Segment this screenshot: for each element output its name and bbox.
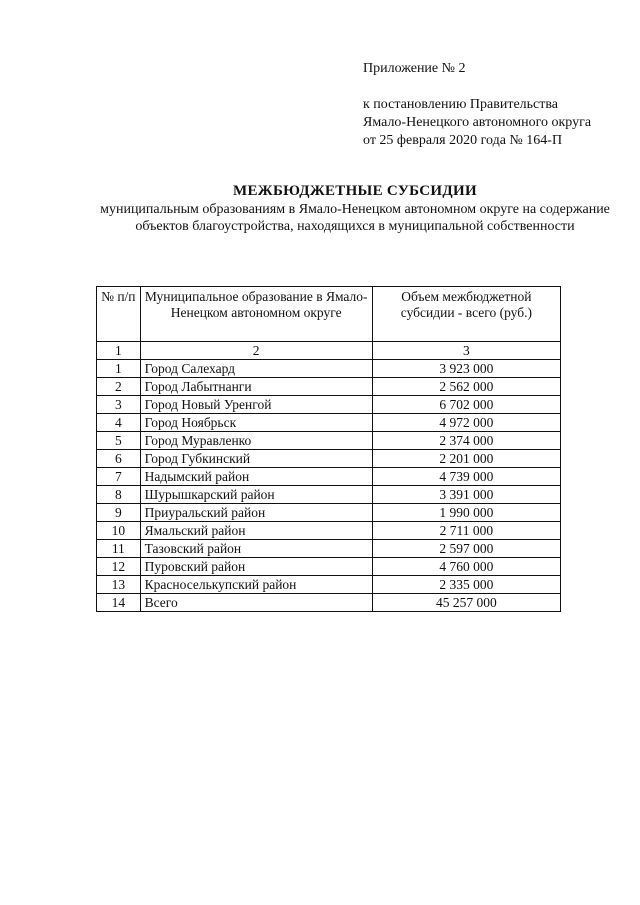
row-number: 13 bbox=[97, 576, 141, 594]
column-number: 1 bbox=[97, 342, 141, 360]
row-amount: 2 597 000 bbox=[372, 540, 560, 558]
row-number: 11 bbox=[97, 540, 141, 558]
row-municipality: Город Губкинский bbox=[140, 450, 372, 468]
row-municipality: Город Новый Уренгой bbox=[140, 396, 372, 414]
table-row bbox=[97, 558, 561, 576]
row-amount: 2 562 000 bbox=[372, 378, 560, 396]
table-row bbox=[97, 432, 561, 450]
row-number: 5 bbox=[97, 432, 141, 450]
row-amount: 4 972 000 bbox=[372, 414, 560, 432]
appendix-line-1: к постановлению Правительства bbox=[363, 97, 559, 112]
row-amount: 2 711 000 bbox=[372, 522, 560, 540]
table-row bbox=[97, 378, 561, 396]
row-amount: 3 923 000 bbox=[372, 360, 560, 378]
table-row bbox=[97, 360, 561, 378]
row-number: 1 bbox=[97, 360, 141, 378]
header-num: № п/п bbox=[97, 287, 141, 342]
subsidies-table bbox=[96, 286, 561, 612]
document-title: МЕЖБЮДЖЕТНЫЕ СУБСИДИИ bbox=[233, 183, 477, 199]
appendix-header bbox=[363, 60, 623, 150]
row-amount: 4 739 000 bbox=[372, 468, 560, 486]
row-municipality: Тазовский район bbox=[140, 540, 372, 558]
row-amount: 4 760 000 bbox=[372, 558, 560, 576]
table-row bbox=[97, 576, 561, 594]
row-number: 12 bbox=[97, 558, 141, 576]
row-number: 2 bbox=[97, 378, 141, 396]
table-row bbox=[97, 396, 561, 414]
row-municipality: Всего bbox=[140, 594, 372, 612]
row-number: 3 bbox=[97, 396, 141, 414]
table-body bbox=[97, 342, 561, 612]
row-municipality: Город Муравленко bbox=[140, 432, 372, 450]
column-number: 3 bbox=[372, 342, 560, 360]
table-row bbox=[97, 486, 561, 504]
document-title-block bbox=[90, 183, 620, 235]
row-municipality: Город Ноябрьск bbox=[140, 414, 372, 432]
header-name: Муниципальное образование в Ямало-Ненецком автономном округе bbox=[140, 287, 372, 342]
row-amount: 2 335 000 bbox=[372, 576, 560, 594]
row-amount: 2 374 000 bbox=[372, 432, 560, 450]
table-row bbox=[97, 468, 561, 486]
row-number: 14 bbox=[97, 594, 141, 612]
row-number: 9 bbox=[97, 504, 141, 522]
row-amount: 45 257 000 bbox=[372, 594, 560, 612]
column-numbers-row bbox=[97, 342, 561, 360]
row-municipality: Пуровский район bbox=[140, 558, 372, 576]
header-amount: Объем межбюджетной субсидии - всего (руб.) bbox=[372, 287, 560, 342]
row-municipality: Надымский район bbox=[140, 468, 372, 486]
row-number: 7 bbox=[97, 468, 141, 486]
row-number: 6 bbox=[97, 450, 141, 468]
row-municipality: Приуральский район bbox=[140, 504, 372, 522]
appendix-line-2: Ямало-Ненецкого автономного округа bbox=[363, 115, 592, 130]
row-number: 4 bbox=[97, 414, 141, 432]
appendix-label: Приложение № 2 bbox=[363, 61, 466, 76]
row-municipality: Шурышкарский район bbox=[140, 486, 372, 504]
row-municipality: Ямальский район bbox=[140, 522, 372, 540]
row-number: 10 bbox=[97, 522, 141, 540]
table-row bbox=[97, 504, 561, 522]
row-amount: 3 391 000 bbox=[372, 486, 560, 504]
table-row bbox=[97, 450, 561, 468]
column-number: 2 bbox=[140, 342, 372, 360]
table-header-row bbox=[97, 287, 561, 342]
row-municipality: Красноселькупский район bbox=[140, 576, 372, 594]
row-municipality: Город Лабытнанги bbox=[140, 378, 372, 396]
table-row bbox=[97, 522, 561, 540]
row-amount: 1 990 000 bbox=[372, 504, 560, 522]
row-municipality: Город Салехард bbox=[140, 360, 372, 378]
table-row bbox=[97, 540, 561, 558]
row-number: 8 bbox=[97, 486, 141, 504]
row-amount: 2 201 000 bbox=[372, 450, 560, 468]
document-subtitle: муниципальным образованиям в Ямало-Ненецком автономном округе на содержание объектов благоустройства, находящихся в муниципальной собственности bbox=[100, 202, 610, 234]
table-row bbox=[97, 594, 561, 612]
appendix-line-3: от 25 февраля 2020 года № 164-П bbox=[363, 133, 563, 148]
table-row bbox=[97, 414, 561, 432]
row-amount: 6 702 000 bbox=[372, 396, 560, 414]
